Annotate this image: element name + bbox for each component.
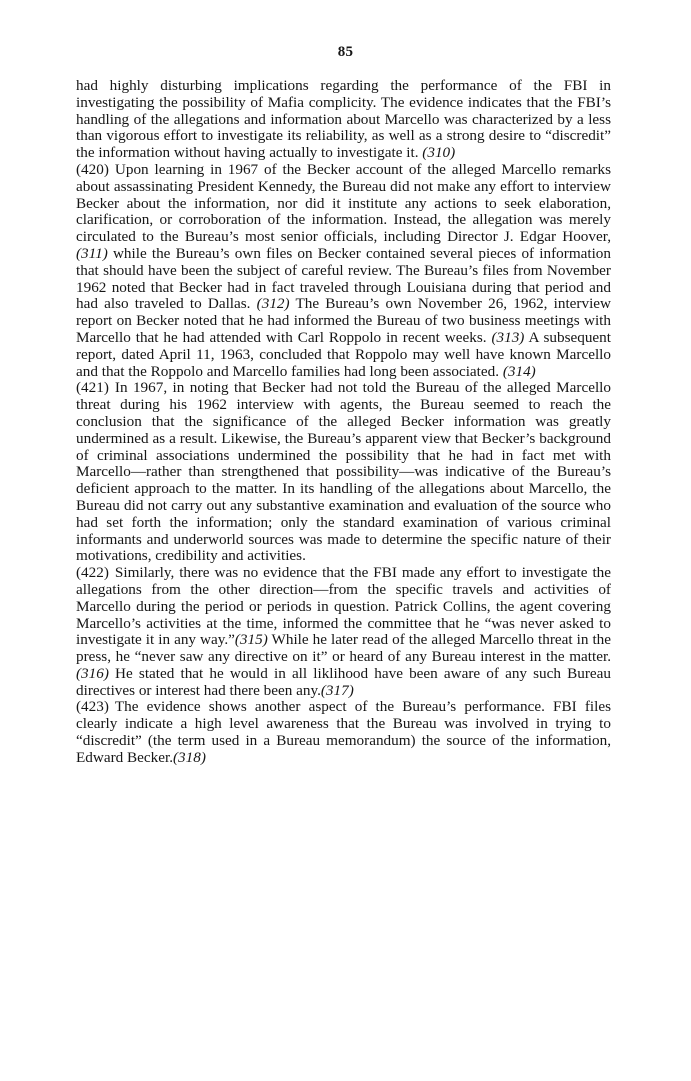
paragraph-number: (422) (76, 564, 109, 582)
footnote-reference: (315) (234, 631, 268, 649)
footnote-reference: (310) (422, 144, 456, 162)
footnote-reference: (318) (173, 748, 206, 766)
paragraph (76, 565, 611, 699)
paragraph-text: Upon learning in 1967 of the Becker account of the alleged Marcello remarks about assassinating President Kennedy, the Bureau did not make any effort to interview Becker about the information, nor did it institute any actions to seek elaboration, clarification, or corroboration of the information. Instead, the allegation was merely circulated to the Bureau’s most senior officials, including Director J. Edgar Hoover, (76, 160, 611, 246)
paragraph (76, 380, 611, 565)
paragraph-text: In 1967, in noting that Becker had not told the Bureau of the alleged Marcello threat during his 1962 interview with agents, the Bureau seemed to reach the conclusion that the significance of the alleged Becker information was greatly undermined as a result. Likewise, the Bureau’s apparent view that Becker’s background of criminal associations undermined the possibility that he had in fact met with Marcello—rather than strengthened that possibility—was indicative of the Bureau’s deficient approach to the matter. In its handling of the allegations about Marcello, the Bureau did not carry out any substantive examination and evaluation of the source who had set forth the information; only the standard examination of various criminal informants and underworld sources was made to determine the specific nature of their motivations, credibility and activities. (76, 379, 611, 565)
paragraph-text: while the Bureau’s own files on Becker contained several pieces of information that should have been the subject of careful review. The Bureau’s files from November 1962 noted that Becker had in fact traveled through Louisiana during that period and had also traveled to Dallas. (76, 244, 611, 313)
paragraph-number: (423) (76, 698, 109, 716)
paragraph-text: Similarly, there was no evidence that the FBI made any effort to investigate the allegations from the other direction—from the specific travels and activities of Marcello during the period or periods in question. Patrick Collins, the agent covering Marcello’s activities at the time, informed the committee that he “was never asked to investigate it in any way.” (76, 564, 611, 649)
paragraph-number: (421) (76, 379, 109, 397)
footnote-reference: (311) (76, 244, 108, 262)
paragraph (76, 699, 611, 766)
paragraph (76, 78, 611, 162)
footnote-reference: (312) (256, 295, 290, 313)
footnote-reference: (313) (491, 328, 525, 346)
document-body (76, 78, 611, 767)
paragraph-text: had highly disturbing implications regarding the performance of the FBI in investigating the possibility of Mafia complicity. The evidence indicates that the FBI’s handling of the allegations and information about Marcello was characterized by a less than vigorous effort to investigate its reliability, as well as a strong desire to “discredit” the information without having actually to investigate it. (76, 77, 611, 162)
paragraph-text: He stated that he would in all liklihood have been aware of any such Bureau directives or interest had there been any. (76, 664, 611, 699)
footnote-reference: (316) (76, 664, 109, 682)
footnote-reference: (314) (502, 362, 536, 380)
paragraph (76, 162, 611, 380)
paragraph-text: While he later read of the alleged Marcello threat in the press, he “never saw any directive on it” or heard of any Bureau interest in the matter. (76, 631, 611, 666)
paragraph-text: A subsequent report, dated April 11, 1963, concluded that Roppolo may well have known Marcello and that the Roppolo and Marcello families had long been associated. (76, 328, 611, 380)
page-number: 85 (337, 44, 354, 60)
paragraph-text: The evidence shows another aspect of the Bureau’s performance. FBI files clearly indicate a high level awareness that the Bureau was involved in trying to “discredit” (the term used in a Bureau memorandum) the source of the information, Edward Becker. (76, 698, 611, 766)
paragraph-text: The Bureau’s own November 26, 1962, interview report on Becker noted that he had informed the Bureau of two business meetings with Marcello that he had attended with Carl Roppolo in recent weeks. (76, 295, 611, 346)
footnote-reference: (317) (320, 681, 354, 699)
paragraph-number: (420) (76, 160, 109, 178)
